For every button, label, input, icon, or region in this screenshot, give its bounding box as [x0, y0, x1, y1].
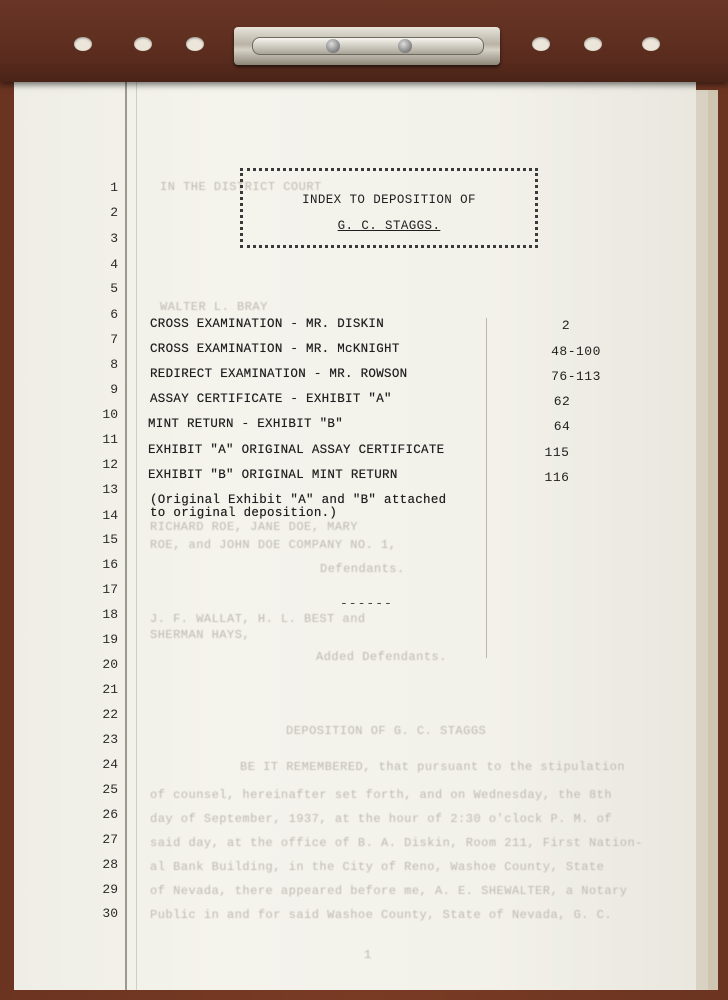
- punch-hole-icon: [584, 37, 602, 51]
- line-number: 4: [110, 257, 118, 272]
- margin-rule: [125, 82, 127, 990]
- punch-hole-icon: [642, 37, 660, 51]
- line-number: 24: [102, 757, 118, 772]
- bleed-through-text: RICHARD ROE, JANE DOE, MARY: [150, 520, 358, 534]
- line-number: 19: [102, 632, 118, 647]
- index-entry-label: CROSS EXAMINATION - MR. McKNIGHT: [150, 342, 400, 356]
- bleed-through-text: SHERMAN HAYS,: [150, 628, 251, 642]
- index-entry-page: 48-100: [551, 344, 601, 359]
- line-number: 3: [110, 231, 118, 246]
- margin-rule: [136, 82, 137, 990]
- punch-hole-icon: [134, 37, 152, 51]
- line-number: 14: [102, 508, 118, 523]
- bleed-through-text: IN THE DISTRICT COURT: [160, 180, 322, 194]
- line-number: 11: [102, 432, 118, 447]
- index-entry-label: EXHIBIT "A" ORIGINAL ASSAY CERTIFICATE: [148, 443, 445, 457]
- line-number: 30: [102, 906, 118, 921]
- line-number: 10: [102, 407, 118, 422]
- punch-hole-icon: [74, 37, 92, 51]
- page-stack-edge: [696, 90, 708, 990]
- index-entry-label: EXHIBIT "B" ORIGINAL MINT RETURN: [148, 468, 398, 482]
- bleed-through-text: Defendants.: [320, 562, 405, 576]
- page-stack-edge: [708, 90, 718, 990]
- index-entry-page: 62: [553, 394, 571, 409]
- line-number: 9: [110, 382, 118, 397]
- line-number: 18: [102, 607, 118, 622]
- bleed-through-text: DEPOSITION OF G. C. STAGGS: [286, 724, 487, 738]
- index-entry-label: CROSS EXAMINATION - MR. DISKIN: [150, 317, 385, 331]
- bleed-through-text: Added Defendants.: [316, 650, 447, 664]
- bleed-through-text: BE IT REMEMBERED, that pursuant to the stipulation: [240, 760, 626, 774]
- clipboard-header: [0, 0, 728, 82]
- screw-icon: [326, 39, 340, 53]
- line-number: 16: [102, 557, 118, 572]
- index-entry-page: 76-113: [551, 369, 601, 384]
- line-number: 2: [110, 205, 118, 220]
- bleed-through-text: al Bank Building, in the City of Reno, Washoe County, State: [150, 860, 605, 874]
- line-number: 23: [102, 732, 118, 747]
- bleed-through-text: of counsel, hereinafter set forth, and on Wednesday, the 8th: [150, 788, 613, 802]
- line-number: 15: [102, 532, 118, 547]
- line-number: 29: [102, 882, 118, 897]
- index-entry-page: 116: [544, 470, 570, 485]
- punch-hole-icon: [532, 37, 550, 51]
- bleed-through-text: of Nevada, there appeared before me, A. E. SHEWALTER, a Notary: [150, 884, 628, 898]
- punch-hole-icon: [186, 37, 204, 51]
- line-number: 17: [102, 582, 118, 597]
- line-number: 28: [102, 857, 118, 872]
- line-number: 13: [102, 482, 118, 497]
- line-number: 27: [102, 832, 118, 847]
- bleed-through-text: WALTER L. BRAY: [160, 300, 268, 314]
- bleed-through-text: day of September, 1937, at the hour of 2:30 o'clock P. M. of: [150, 812, 613, 826]
- line-number: 8: [110, 357, 118, 372]
- bleed-through-text: J. F. WALLAT, H. L. BEST and: [150, 612, 366, 626]
- title-box: [240, 168, 538, 248]
- bleed-through-text: ROE, and JOHN DOE COMPANY NO. 1,: [150, 538, 397, 552]
- line-number: 25: [102, 782, 118, 797]
- line-number: 22: [102, 707, 118, 722]
- separator: ------: [340, 596, 393, 611]
- index-entry-page: 115: [544, 445, 570, 460]
- bleed-through-text: said day, at the office of B. A. Diskin, Room 211, First Nation-: [150, 836, 643, 850]
- metal-clip[interactable]: [234, 27, 500, 65]
- column-rule: [486, 318, 487, 658]
- index-entry-page: 64: [553, 419, 571, 434]
- index-entry-page: 2: [561, 318, 571, 333]
- document-title: INDEX TO DEPOSITION OF: [302, 193, 476, 207]
- line-number: 20: [102, 657, 118, 672]
- line-number: 1: [110, 180, 118, 195]
- line-number: 21: [102, 682, 118, 697]
- line-number: 26: [102, 807, 118, 822]
- line-number: 12: [102, 457, 118, 472]
- bleed-through-text: Public in and for said Washoe County, State of Nevada, G. C.: [150, 908, 613, 922]
- index-entry-label: REDIRECT EXAMINATION - MR. ROWSON: [150, 367, 408, 381]
- bleed-through-text: 1: [364, 948, 372, 962]
- screw-icon: [398, 39, 412, 53]
- line-number: 7: [110, 332, 118, 347]
- exhibit-note: (Original Exhibit "A" and "B" attached: [150, 493, 447, 507]
- exhibit-note: to original deposition.): [150, 506, 338, 520]
- deponent-name: G. C. STAGGS.: [337, 219, 441, 233]
- clip-lever: [252, 37, 484, 55]
- line-number: 5: [110, 281, 118, 296]
- line-number: 6: [110, 307, 118, 322]
- index-entry-label: ASSAY CERTIFICATE - EXHIBIT "A": [150, 392, 392, 406]
- index-entry-label: MINT RETURN - EXHIBIT "B": [148, 417, 344, 431]
